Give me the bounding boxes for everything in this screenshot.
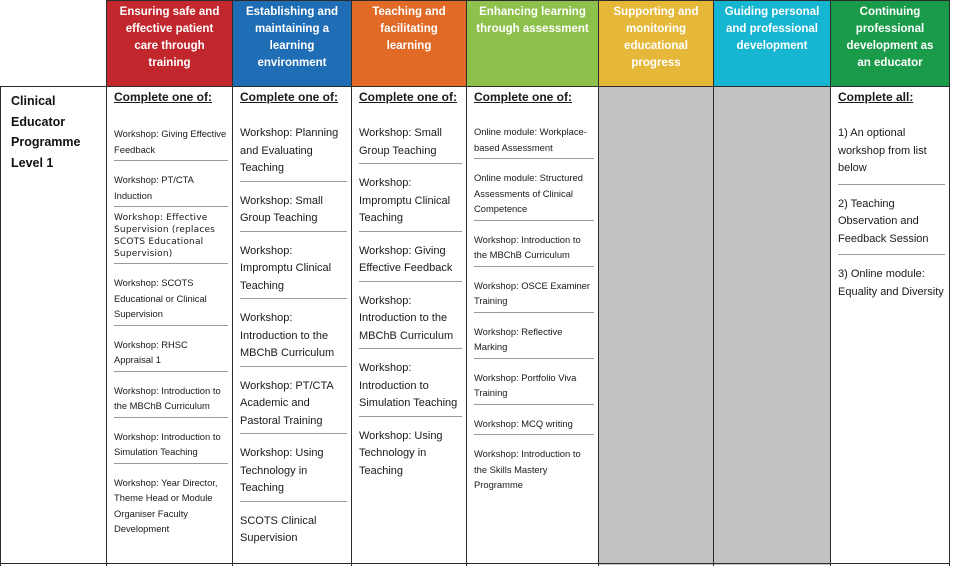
list-item: Workshop: Impromptu Clinical Teaching: [359, 175, 462, 232]
table-border: [106, 0, 950, 1]
list-item: Workshop: PT/CTA Academic and Pastoral Training: [240, 378, 347, 435]
header-cpd-educator: [831, 0, 949, 86]
header-text: Supporting and monitoring educational progress: [613, 6, 699, 69]
list-item: Workshop: Small Group Teaching: [240, 193, 347, 232]
list-item: Workshop: RHSC Appraisal 1: [114, 337, 228, 372]
header-text: Establishing and maintaining a learning environment: [245, 6, 338, 69]
list-item: 3) Online module: Equality and Diversity: [838, 268, 944, 298]
list-item: Workshop: Portfolio Viva Training: [474, 370, 594, 405]
list-item: Workshop: Using Technology in Teaching: [240, 445, 347, 502]
table-border: [830, 0, 831, 566]
header-professional-development: [714, 0, 830, 86]
row-label-text: Clinical Educator Programme Level 1: [11, 94, 81, 170]
row-label: [0, 87, 106, 565]
table-border: [949, 0, 950, 566]
list-item: Workshop: Using Technology in Teaching: [359, 429, 443, 477]
list-item: Workshop: Giving Effective Feedback: [114, 126, 228, 161]
list-item: Workshop: OSCE Examiner Training: [474, 278, 594, 313]
column-heading: Complete all:: [838, 90, 914, 104]
column-cpd-educator: [831, 87, 949, 565]
list-item: Workshop: Introduction to the MBChB Curriculum: [359, 293, 462, 350]
list-item: Online module: Structured Assessments of Clinical Competence: [474, 170, 594, 221]
column-safe-care: [107, 87, 232, 565]
column-teaching: [352, 87, 466, 565]
column-heading: Complete one of:: [240, 90, 338, 104]
list-item: Workshop: Introduction to the MBChB Curriculum: [114, 383, 228, 418]
table-border: [466, 0, 467, 566]
table-border: [713, 0, 714, 566]
column-heading: Complete one of:: [359, 90, 457, 104]
header-assessment: [467, 0, 598, 86]
list-item: Workshop: Introduction to Simulation Teaching: [114, 429, 228, 464]
column-heading: Complete one of:: [114, 90, 212, 104]
header-text: Continuing professional development as an educator: [846, 6, 934, 69]
list-item: Workshop: Reflective Marking: [474, 324, 594, 359]
header-safe-care: [107, 0, 232, 86]
list-item: Workshop: MCQ writing: [474, 416, 594, 436]
list-item: Workshop: Giving Effective Feedback: [359, 243, 462, 282]
column-assessment: [467, 87, 598, 565]
header-text: Guiding personal and professional development: [724, 6, 820, 52]
table-border: [351, 0, 352, 566]
header-text: Enhancing learning through assessment: [476, 6, 589, 35]
list-item: Workshop: Year Director, Theme Head or Module Organiser Faculty Development: [114, 476, 218, 534]
list-item: Workshop: Planning and Evaluating Teaching: [240, 125, 347, 182]
list-item: Online module: Workplace-based Assessment: [474, 124, 594, 159]
empty-cell-professional-development: [714, 87, 830, 565]
list-item: Workshop: Small Group Teaching: [359, 125, 462, 164]
empty-cell-monitoring-progress: [599, 87, 713, 565]
table-border: [0, 86, 1, 566]
list-item: Workshop: Introduction to the Skills Mastery Programme: [474, 448, 581, 490]
table-border: [106, 0, 107, 566]
header-text: Ensuring safe and effective patient care through training: [119, 6, 220, 69]
table-border: [232, 0, 233, 566]
header-learning-environment: [233, 0, 351, 86]
list-item: 1) An optional workshop from list below: [838, 125, 945, 185]
list-item: 2) Teaching Observation and Feedback Session: [838, 196, 945, 256]
list-item: Workshop: Effective Supervision (replaces SCOTS Educational Supervision): [114, 212, 228, 264]
header-monitoring-progress: [599, 0, 713, 86]
table-border: [598, 0, 599, 566]
column-learning-environment: [233, 87, 351, 565]
column-heading: Complete one of:: [474, 90, 572, 104]
table-border: [0, 563, 950, 564]
list-item: Workshop: PT/CTA Induction: [114, 172, 228, 207]
list-item: SCOTS Clinical Supervision: [240, 514, 317, 544]
list-item: Workshop: SCOTS Educational or Clinical Supervision: [114, 275, 228, 326]
list-item: Workshop: Introduction to the MBChB Curriculum: [474, 232, 594, 267]
list-item: Workshop: Introduction to Simulation Teaching: [359, 360, 462, 417]
table-border: [0, 86, 950, 87]
header-text: Teaching and facilitating learning: [372, 6, 446, 52]
header-teaching: [352, 0, 466, 86]
list-item: Workshop: Introduction to the MBChB Curriculum: [240, 310, 347, 367]
list-item: Workshop: Impromptu Clinical Teaching: [240, 243, 347, 300]
